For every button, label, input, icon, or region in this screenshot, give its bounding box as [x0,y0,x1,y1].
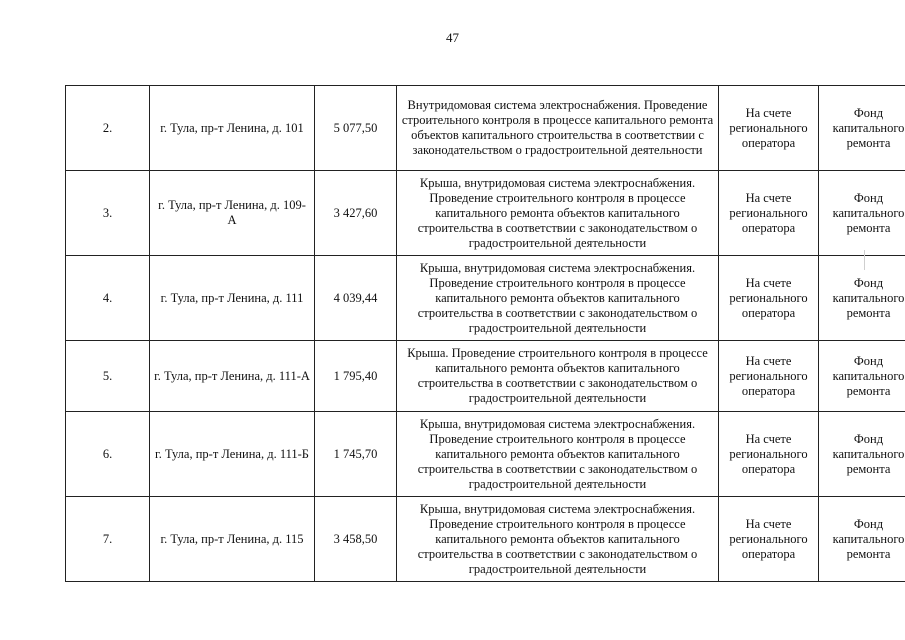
amount-cell: 4 039,44 [315,256,397,341]
account-cell: На счете регионального оператора [719,256,819,341]
row-number: 4. [66,256,150,341]
amount-cell: 3 427,60 [315,171,397,256]
work-type-cell: Крыша, внутридомовая система электроснабжения. Проведение строительного контроля в процессе капитального ремонта объектов капитального строительства в соответствии с законодательством о градостроительной деятельности [397,256,719,341]
fund-source-cell: Фонд капитального ремонта [819,412,905,497]
row-number: 2. [66,86,150,171]
table-row [66,86,905,171]
fund-source-cell: Фонд капитального ремонта [819,86,905,171]
account-cell: На счете регионального оператора [719,86,819,171]
work-type-cell: Крыша, внутридомовая система электроснабжения. Проведение строительного контроля в процессе капитального ремонта объектов капитального строительства в соответствии с законодательством о градостроительной деятельности [397,497,719,582]
repair-table [65,85,905,582]
account-cell: На счете регионального оператора [719,497,819,582]
work-type-cell: Крыша, внутридомовая система электроснабжения. Проведение строительного контроля в процессе капитального ремонта объектов капитального строительства в соответствии с законодательством о градостроительной деятельности [397,171,719,256]
fund-source-cell: Фонд капитального ремонта [819,256,905,341]
account-cell: На счете регионального оператора [719,412,819,497]
row-number: 5. [66,341,150,412]
address-cell: г. Тула, пр-т Ленина, д. 111-А [150,341,315,412]
fund-source-cell: Фонд капитального ремонта [819,171,905,256]
work-type-cell: Внутридомовая система электроснабжения. Проведение строительного контроля в процессе капитального ремонта объектов капитального строительства в соответствии с законодательством о градостроительной деятельности [397,86,719,171]
fund-source-cell: Фонд капитального ремонта [819,341,905,412]
address-cell: г. Тула, пр-т Ленина, д. 101 [150,86,315,171]
address-cell: г. Тула, пр-т Ленина, д. 115 [150,497,315,582]
table-row [66,171,905,256]
amount-cell: 5 077,50 [315,86,397,171]
work-type-cell: Крыша, внутридомовая система электроснабжения. Проведение строительного контроля в процессе капитального ремонта объектов капитального строительства в соответствии с законодательством о градостроительной деятельности [397,412,719,497]
account-cell: На счете регионального оператора [719,341,819,412]
table-row [66,256,905,341]
address-cell: г. Тула, пр-т Ленина, д. 111 [150,256,315,341]
amount-cell: 3 458,50 [315,497,397,582]
page-number: 47 [446,30,459,45]
account-cell: На счете регионального оператора [719,171,819,256]
table-row [66,412,905,497]
work-type-cell: Крыша. Проведение строительного контроля в процессе капитального ремонта объектов капитального строительства в соответствии с законодательством о градостроительной деятельности [397,341,719,412]
address-cell: г. Тула, пр-т Ленина, д. 109-А [150,171,315,256]
row-number: 6. [66,412,150,497]
amount-cell: 1 745,70 [315,412,397,497]
fund-source-cell: Фонд капитального ремонта [819,497,905,582]
row-number: 3. [66,171,150,256]
row-number: 7. [66,497,150,582]
table-row [66,341,905,412]
amount-cell: 1 795,40 [315,341,397,412]
table-row [66,497,905,582]
address-cell: г. Тула, пр-т Ленина, д. 111-Б [150,412,315,497]
scan-artifact [864,250,865,270]
